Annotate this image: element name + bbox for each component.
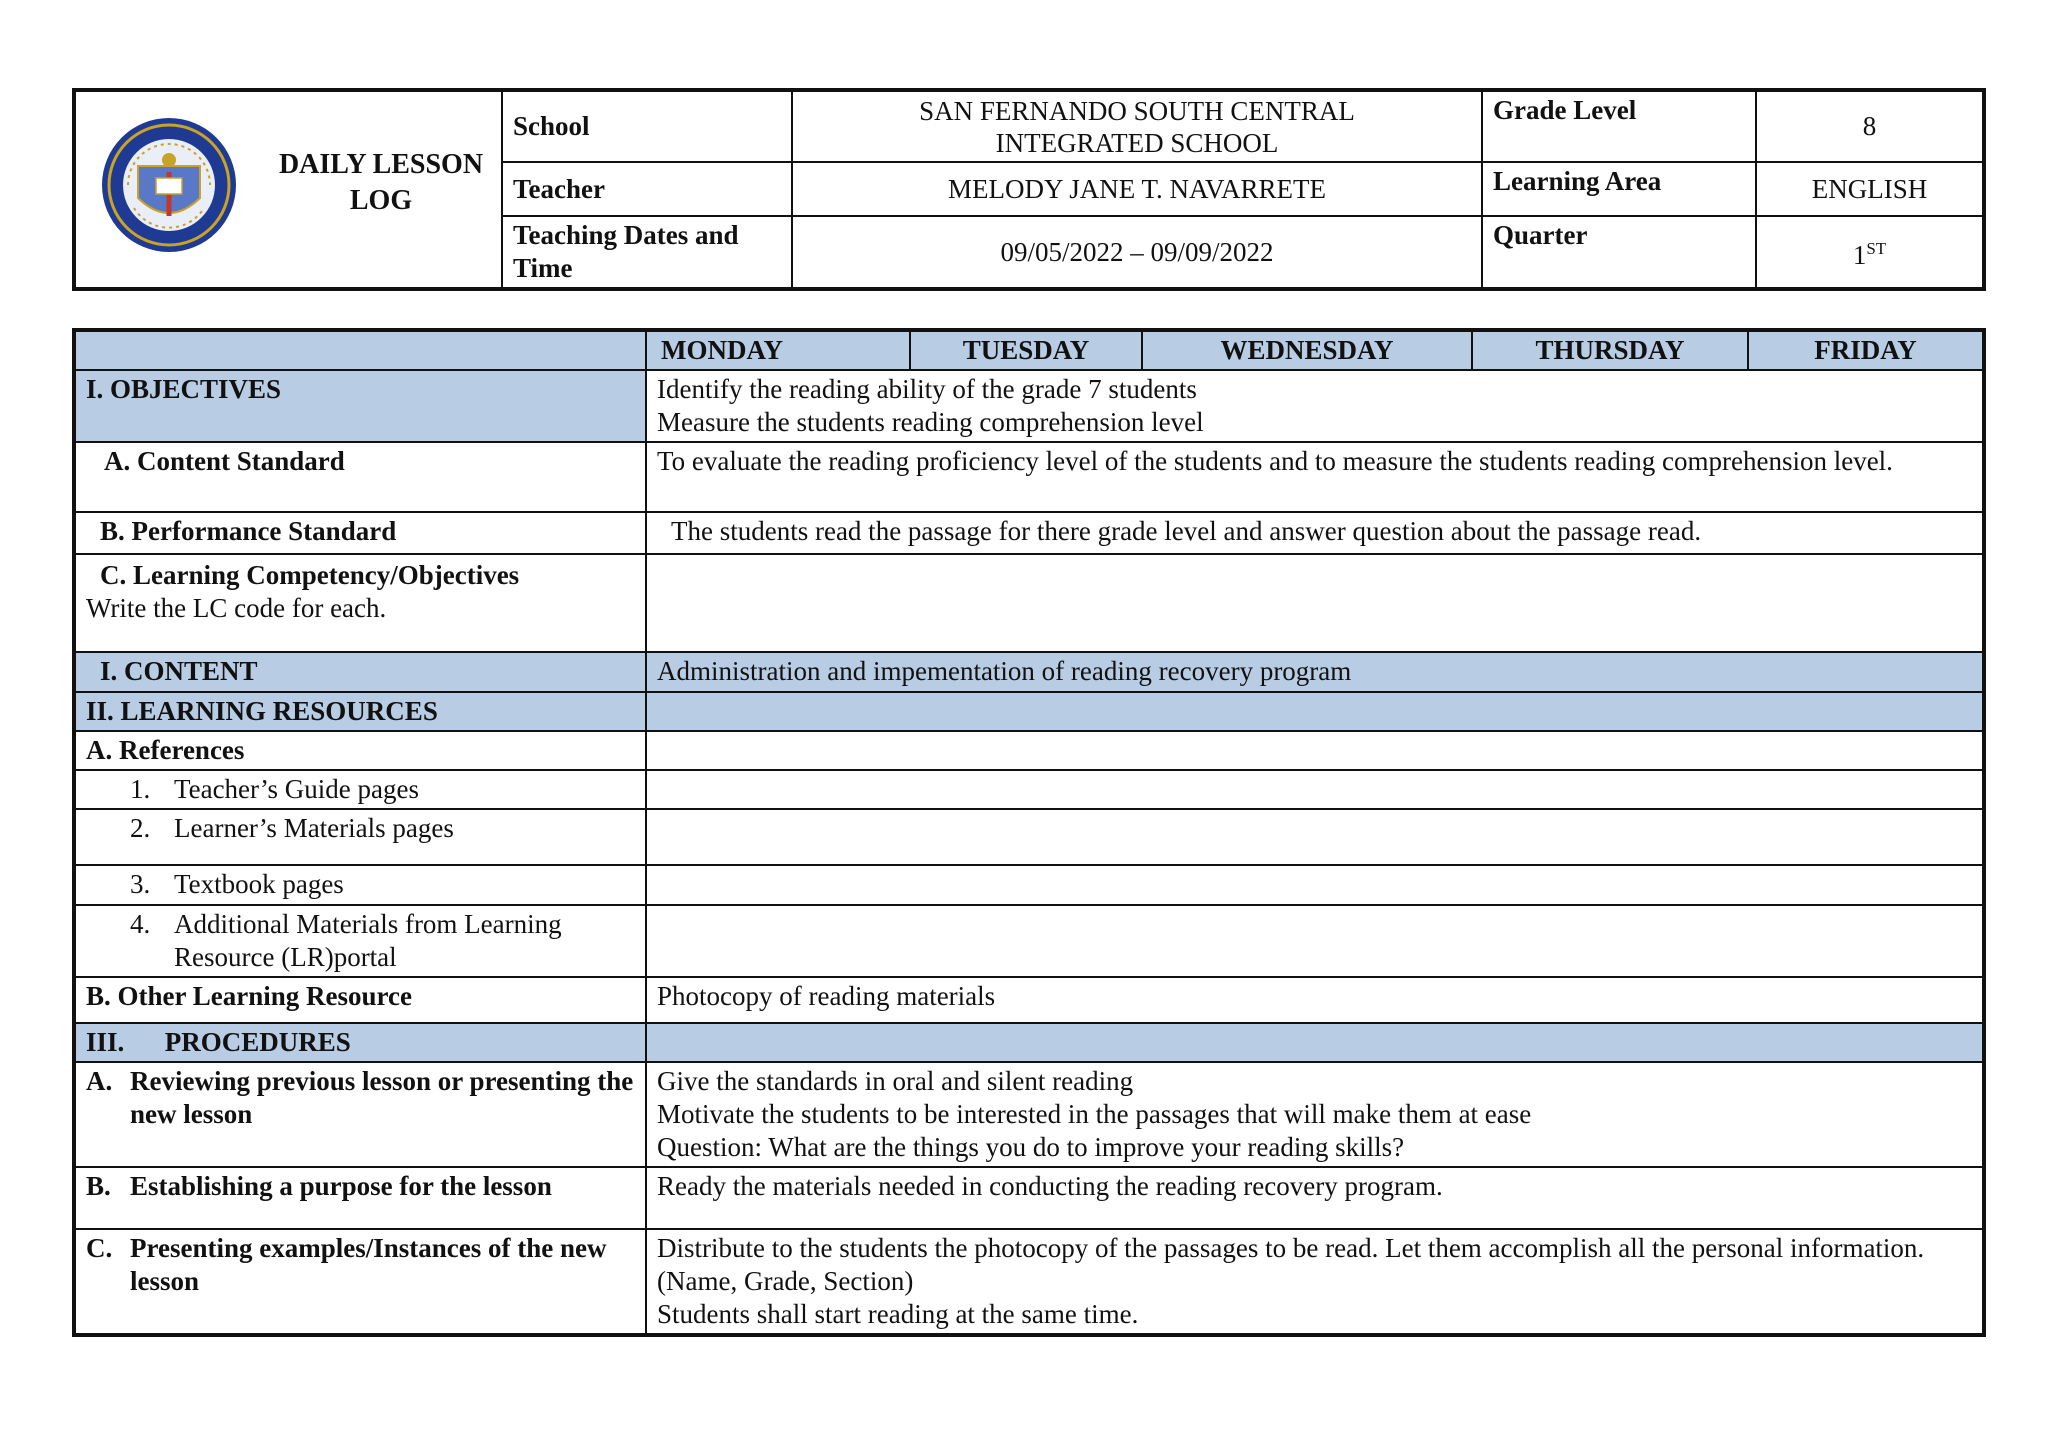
reviewing-label-cell [74, 1062, 646, 1167]
ref-item-text: Teacher’s Guide pages [174, 774, 420, 804]
content-value: Administration and impementation of reading recovery program [646, 652, 1984, 692]
objectives-line1: Identify the reading ability of the grade 7 students [657, 374, 1197, 404]
school-value [792, 90, 1482, 162]
purpose-value: Ready the materials needed in conducting the reading recovery program. [646, 1167, 1984, 1229]
presenting-letter: C. [86, 1233, 113, 1263]
day-monday: MONDAY [646, 330, 910, 370]
competency-label: C. Learning Competency/Objectives [100, 560, 520, 590]
competency-label-cell [74, 554, 646, 652]
performance-standard-row [74, 512, 1984, 554]
school-label: School [502, 90, 792, 162]
day-thursday: THURSDAY [1472, 330, 1748, 370]
purpose-label: Establishing a purpose for the lesson [130, 1171, 552, 1201]
learning-resources-row [74, 692, 1984, 731]
objectives-line2: Measure the students reading comprehension level [657, 407, 1204, 437]
performance-standard-label: B. Performance Standard [74, 512, 646, 554]
other-resource-row [74, 977, 1984, 1023]
objectives-value [646, 370, 1984, 442]
dates-value: 09/05/2022 – 09/09/2022 [792, 216, 1482, 289]
presenting-label: Presenting examples/Instances of the new lesson [130, 1233, 607, 1296]
ref-item-cell [74, 770, 646, 809]
ref-item-number: 1. [130, 774, 151, 804]
ref-item-value [646, 770, 1984, 809]
ref-item-row [74, 905, 1984, 977]
day-wednesday: WEDNESDAY [1142, 330, 1472, 370]
ref-item-cell [74, 865, 646, 905]
reviewing-label: Reviewing previous lesson or presenting the new lesson [130, 1066, 634, 1129]
dates-label: Teaching Dates and Time [502, 216, 792, 289]
content-label: I. CONTENT [74, 652, 646, 692]
references-label: A. References [74, 731, 646, 770]
other-resource-value: Photocopy of reading materials [646, 977, 1984, 1023]
objectives-label: I. OBJECTIVES [74, 370, 646, 442]
references-value [646, 731, 1984, 770]
day-tuesday: TUESDAY [910, 330, 1142, 370]
ref-item-text: Textbook pages [174, 869, 344, 899]
reviewing-line3: Question: What are the things you do to improve your reading skills? [657, 1132, 1405, 1162]
quarter-label: Quarter [1482, 216, 1756, 289]
school-value-line2: INTEGRATED SCHOOL [995, 127, 1279, 158]
reviewing-line2: Motivate the students to be interested in the passages that will make them at ease [657, 1099, 1532, 1129]
presenting-value [646, 1229, 1984, 1335]
procedures-value [646, 1023, 1984, 1062]
ref-item-text: Additional Materials from Learning Resource (LR)portal [174, 909, 562, 972]
purpose-letter: B. [86, 1171, 111, 1201]
ref-item-row [74, 770, 1984, 809]
content-row [74, 652, 1984, 692]
school-value-line1: SAN FERNANDO SOUTH CENTRAL [919, 95, 1355, 126]
presenting-label-cell [74, 1229, 646, 1335]
reviewing-row [74, 1062, 1984, 1167]
ref-item-cell [74, 905, 646, 977]
content-standard-value: To evaluate the reading proficiency level of the students and to measure the students reading comprehension level. [646, 442, 1984, 512]
area-value: ENGLISH [1756, 162, 1984, 216]
competency-value [646, 554, 1984, 652]
ref-item-number: 2. [130, 813, 151, 843]
presenting-row [74, 1229, 1984, 1335]
procedures-row [74, 1023, 1984, 1062]
presenting-line2: Students shall start reading at the same time. [657, 1299, 1139, 1329]
header-table [72, 88, 1986, 291]
ref-item-row [74, 809, 1984, 865]
grade-value: 8 [1756, 90, 1984, 162]
days-header-blank [74, 330, 646, 370]
area-label: Learning Area [1482, 162, 1756, 216]
reviewing-value [646, 1062, 1984, 1167]
ref-item-number: 4. [130, 909, 151, 939]
ref-item-row [74, 865, 1984, 905]
quarter-value [1756, 216, 1984, 289]
learning-resources-value [646, 692, 1984, 731]
ref-item-value [646, 865, 1984, 905]
objectives-row [74, 370, 1984, 442]
competency-sublabel: Write the LC code for each. [86, 593, 387, 623]
other-resource-label: B. Other Learning Resource [74, 977, 646, 1023]
competency-row [74, 554, 1984, 652]
lesson-table [72, 328, 1986, 1337]
content-standard-label: A. Content Standard [74, 442, 646, 512]
quarter-suffix: ST [1866, 239, 1887, 258]
lesson-log-title-text: DAILY LESSON LOG [278, 148, 484, 216]
content-standard-row [74, 442, 1984, 512]
teacher-label: Teacher [502, 162, 792, 216]
ref-item-value [646, 905, 1984, 977]
purpose-label-cell [74, 1167, 646, 1229]
days-header-row [74, 330, 1984, 370]
presenting-line1: Distribute to the students the photocopy of the passages to be read. Let them accomplish all the personal information. (Name, Grade, Section) [657, 1233, 1925, 1296]
ref-item-cell [74, 809, 646, 865]
reviewing-line1: Give the standards in oral and silent reading [657, 1066, 1134, 1096]
ref-item-text: Learner’s Materials pages [174, 813, 454, 843]
quarter-number: 1 [1852, 240, 1867, 270]
day-friday: FRIDAY [1748, 330, 1984, 370]
references-row [74, 731, 1984, 770]
ref-item-number: 3. [130, 869, 151, 899]
teacher-value: MELODY JANE T. NAVARRETE [792, 162, 1482, 216]
grade-label: Grade Level [1482, 90, 1756, 162]
procedures-label: III. PROCEDURES [74, 1023, 646, 1062]
deped-seal-icon [100, 116, 238, 254]
learning-resources-label: II. LEARNING RESOURCES [74, 692, 646, 731]
reviewing-letter: A. [86, 1066, 113, 1096]
purpose-row [74, 1167, 1984, 1229]
performance-standard-value: The students read the passage for there grade level and answer question about the passage read. [646, 512, 1984, 554]
lesson-log-title [276, 147, 486, 219]
ref-item-value [646, 809, 1984, 865]
logo-title-cell [74, 90, 502, 289]
